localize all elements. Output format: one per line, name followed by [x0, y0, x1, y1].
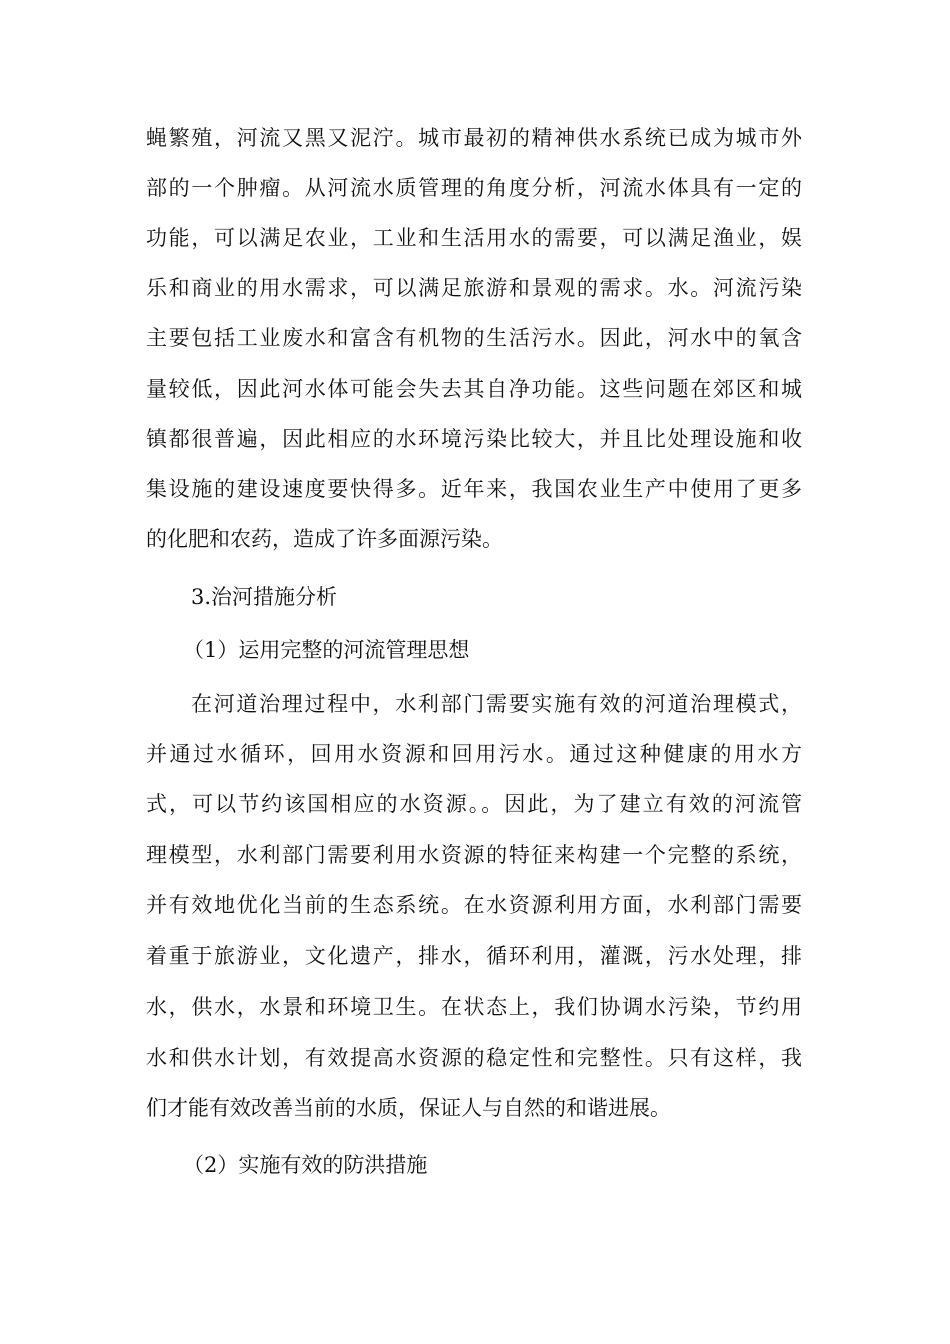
paragraph-line: 功能，可以满足农业，工业和生活用水的需要，可以满足渔业，娱	[146, 226, 802, 250]
subsection-heading: （2）实施有效的防洪措施	[183, 1153, 428, 1177]
paragraph-line-last: 们才能有效改善当前的水质，保证人与自然的和谐进展。	[146, 1096, 671, 1120]
paragraph-line-last: 的化肥和农药，造成了许多面源污染。	[146, 527, 503, 551]
subsection-heading: （1）运用完整的河流管理思想	[183, 638, 470, 662]
paragraph-line: 主要包括工业废水和富含有机物的生活污水。因此，河水中的氧含	[146, 326, 802, 350]
paragraph-line: 水和供水计划，有效提高水资源的稳定性和完整性。只有这样，我	[146, 1046, 802, 1070]
paragraph-line: 式，可以节约该国相应的水资源。。因此，为了建立有效的河流管	[146, 792, 802, 816]
paragraph-line: 并有效地优化当前的生态系统。在水资源利用方面，水利部门需要	[146, 893, 802, 917]
section-heading: 3.治河措施分析	[191, 585, 338, 609]
paragraph-line: 镇都很普遍，因此相应的水环境污染比较大，并且比处理设施和收	[146, 427, 802, 451]
paragraph-line-first: 在河道治理过程中，水利部门需要实施有效的河道治理模式，	[191, 692, 802, 716]
paragraph-line: 量较低，因此河水体可能会失去其自净功能。这些问题在郊区和城	[146, 377, 802, 401]
paragraph-line: 乐和商业的用水需求，可以满足旅游和景观的需求。水。河流污染	[146, 276, 802, 300]
paragraph-line: 部的一个肿瘤。从河流水质管理的角度分析，河流水体具有一定的	[146, 176, 802, 200]
paragraph-line: 理模型，水利部门需要利用水资源的特征来构建一个完整的系统，	[146, 843, 802, 867]
paragraph-line: 着重于旅游业，文化遗产，排水，循环利用，灌溉，污水处理，排	[146, 944, 802, 968]
paragraph-line: 集设施的建设速度要快得多。近年来，我国农业生产中使用了更多	[146, 477, 802, 501]
paragraph-line: 并通过水循环，回用水资源和回用污水。通过这种健康的用水方	[146, 742, 802, 766]
paragraph-line: 水，供水，水景和环境卫生。在状态上，我们协调水污染，节约用	[146, 995, 802, 1019]
paragraph-line: 蝇繁殖，河流又黑又泥泞。城市最初的精神供水系统已成为城市外	[146, 126, 802, 150]
